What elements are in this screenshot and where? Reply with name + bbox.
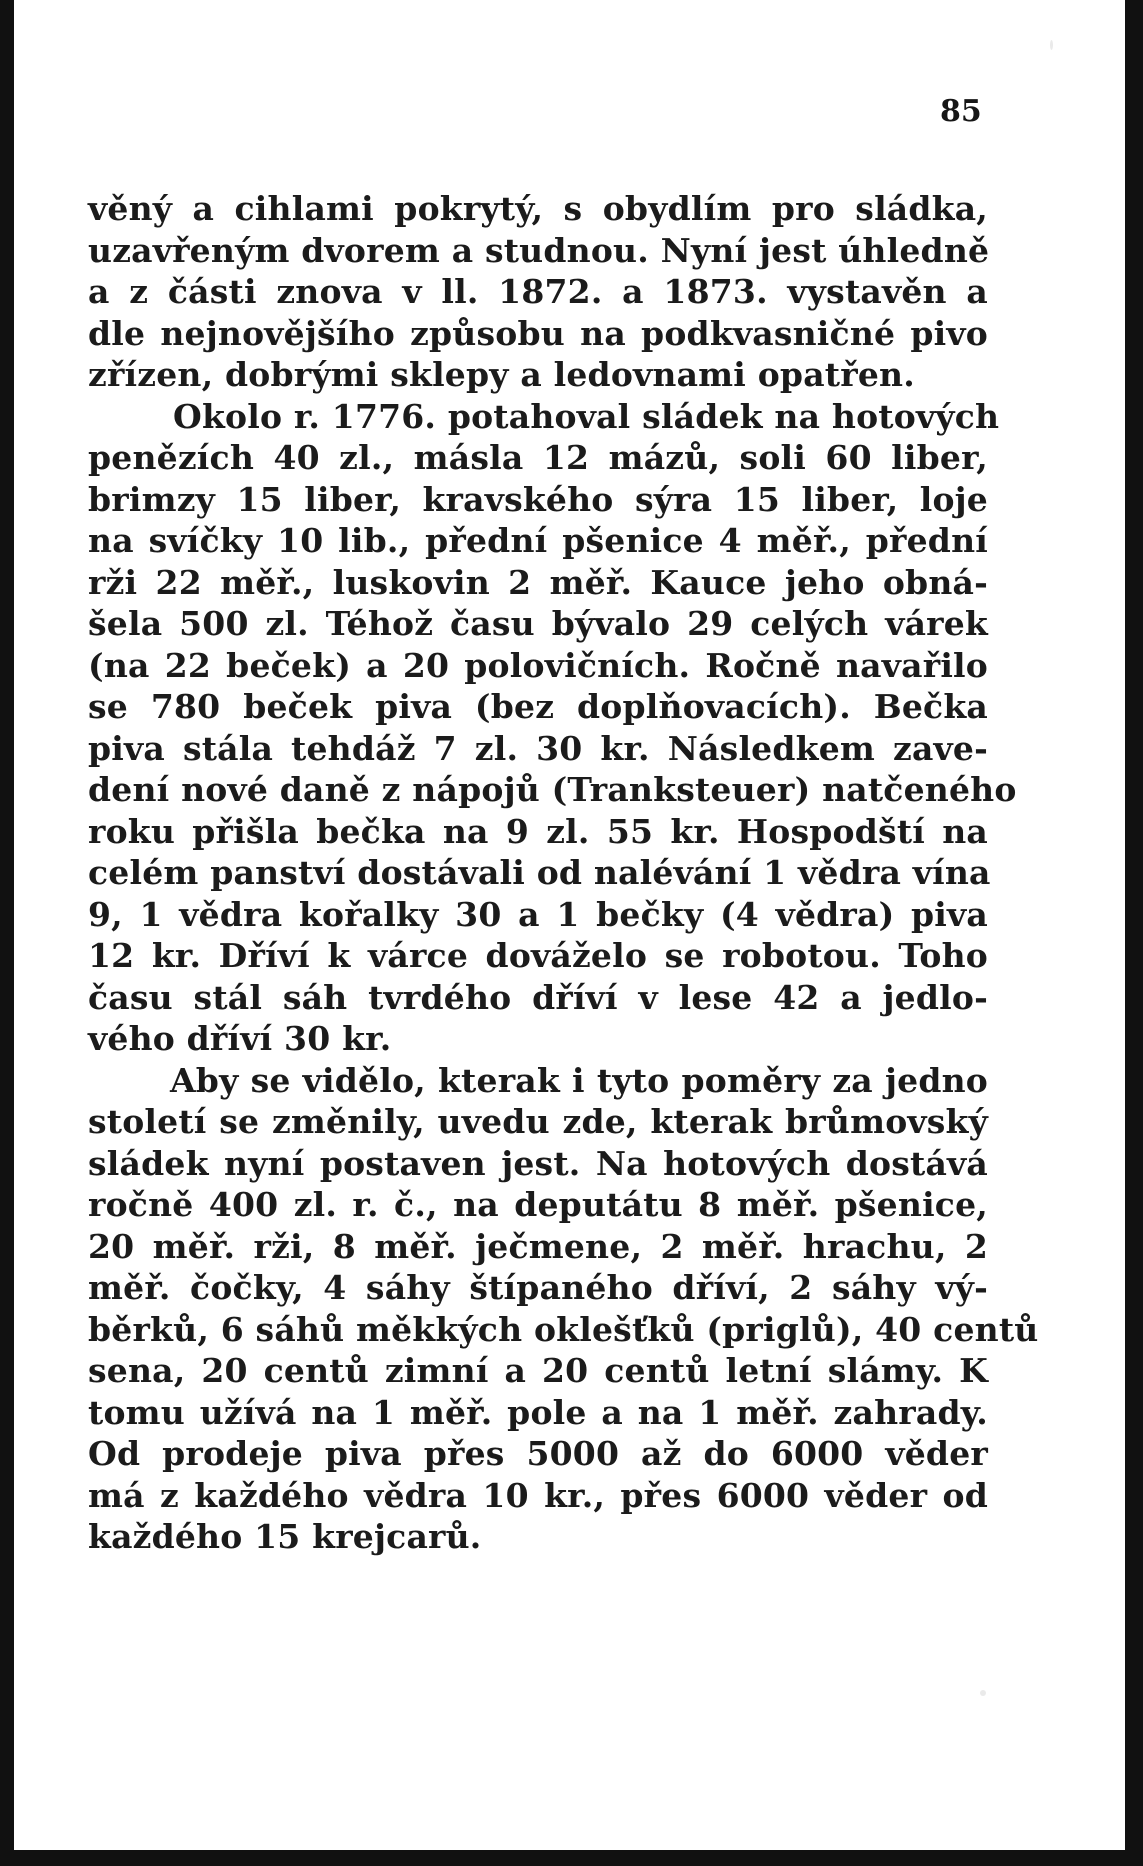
text-line: se 780 beček piva (bez doplňovacích). Bečka	[88, 687, 988, 726]
text-line: času stál sáh tvrdého dříví v lese 42 a jedlo-	[88, 977, 988, 1017]
text-line: brimzy 15 liber, kravského sýra 15 liber, loje	[88, 479, 988, 519]
text-line: sládek nyní postaven jest. Na hotových dostává	[88, 1143, 988, 1183]
text-line: tomu užívá na 1 měř. pole a na 1 měř. zahrady.	[88, 1392, 988, 1432]
text-line: má z každého vědra 10 kr., přes 6000 věder od	[88, 1475, 988, 1515]
text-line: rži 22 měř., luskovin 2 měř. Kauce jeho obná-	[88, 562, 988, 602]
text-line: (na 22 beček) a 20 polovičních. Ročně navařilo	[88, 645, 988, 685]
paragraph-start-line: Okolo r. 1776. potahoval sládek na hotových	[173, 396, 1000, 436]
text-line: století se změnily, uvedu zde, kterak brůmovský	[88, 1102, 988, 1141]
text-line: sena, 20 centů zimní a 20 centů letní slámy. K	[88, 1351, 988, 1390]
text-line: Od prodeje piva přes 5000 až do 6000 věder	[88, 1434, 988, 1473]
text-line: měř. čočky, 4 sáhy štípaného dříví, 2 sáhy vý-	[88, 1268, 988, 1307]
text-line: 12 kr. Dříví k várce dováželo se robotou. Toho	[88, 936, 988, 975]
text-line: dle nejnovějšího způsobu na podkvasničné pivo	[88, 313, 988, 353]
text-line: na svíčky 10 lib., přední pšenice 4 měř., přední	[88, 521, 988, 560]
text-line: a z části znova v ll. 1872. a 1873. vystavěn a	[88, 272, 988, 311]
scan-edge-bottom	[0, 1850, 1143, 1866]
text-line: celém panství dostávali od nalévání 1 vědra vína	[88, 853, 991, 892]
text-line: vého dříví 30 kr.	[88, 1019, 392, 1058]
text-line: penězích 40 zl., másla 12 mázů, soli 60 liber,	[88, 438, 988, 477]
scan-speck	[1050, 40, 1053, 50]
body-text	[88, 188, 1039, 1558]
paragraph-start-line: Aby se vidělo, kterak i tyto poměry za jedno	[170, 1060, 988, 1100]
text-line: dení nové daně z nápojů (Tranksteuer) natčeného	[88, 770, 1017, 809]
text-line: uzavřeným dvorem a studnou. Nyní jest úhledně	[88, 230, 990, 270]
text-line: 20 měř. rži, 8 měř. ječmene, 2 měř. hrachu, 2	[88, 1226, 988, 1266]
scan-edge-left	[0, 0, 14, 1866]
text-line: piva stála tehdáž 7 zl. 30 kr. Následkem zave-	[88, 728, 988, 768]
text-line: šela 500 zl. Téhož času bývalo 29 celých várek	[88, 604, 988, 643]
text-line: ročně 400 zl. r. č., na deputátu 8 měř. pšenice,	[88, 1185, 988, 1224]
text-line: 9, 1 vědra kořalky 30 a 1 bečky (4 vědra) piva	[88, 894, 988, 934]
scan-edge-right	[1125, 0, 1143, 1866]
scan-speck	[980, 1690, 986, 1696]
text-line: roku přišla bečka na 9 zl. 55 kr. Hospodští na	[88, 811, 988, 851]
page-number: 85	[940, 94, 982, 129]
text-line: běrků, 6 sáhů měkkých oklešťků (priglů), 40 centů	[88, 1309, 1039, 1349]
text-line: každého 15 krejcarů.	[88, 1517, 482, 1556]
text-line: věný a cihlami pokrytý, s obydlím pro sládka,	[88, 189, 988, 228]
text-line: zřízen, dobrými sklepy a ledovnami opatřen.	[88, 355, 915, 394]
